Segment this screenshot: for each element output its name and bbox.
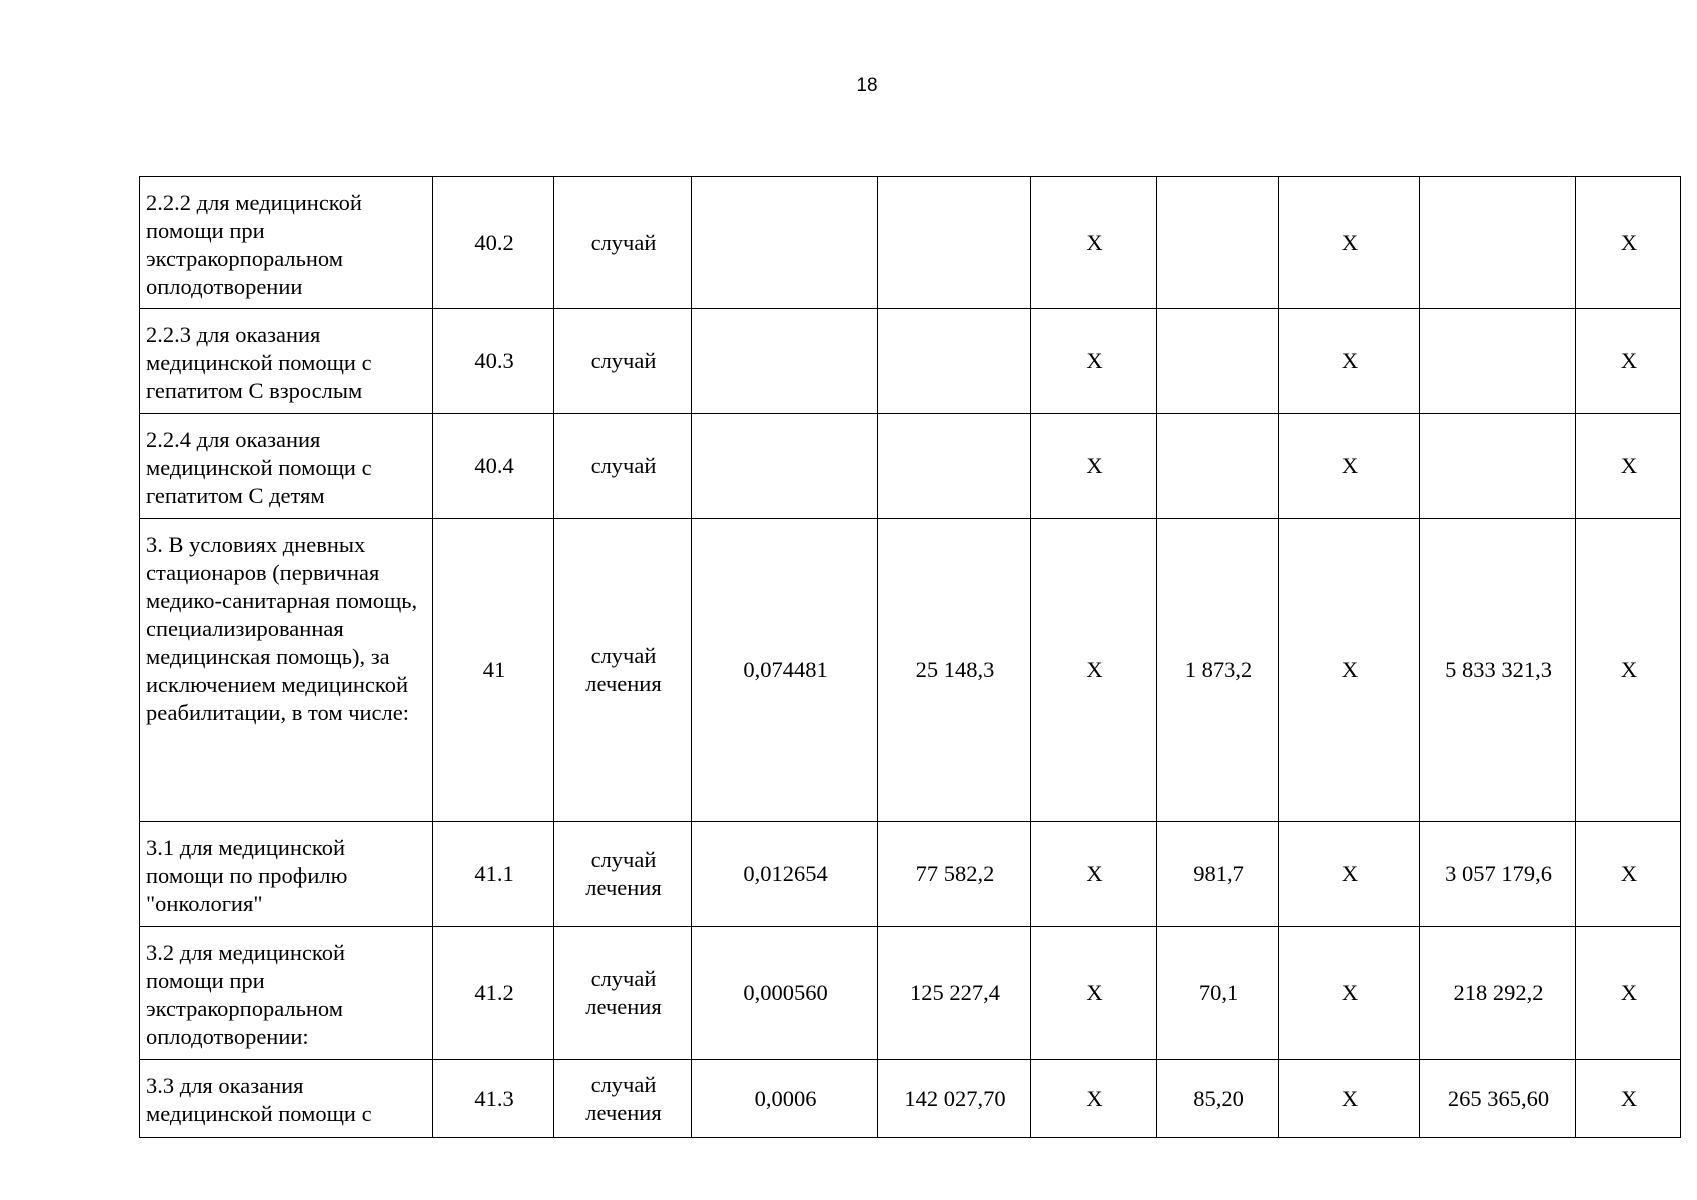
- value-cell: X: [1279, 414, 1420, 519]
- value-cell: X: [1031, 309, 1157, 414]
- line-number-cell: 41: [433, 519, 554, 822]
- table-row: [140, 309, 1681, 414]
- page-number: 18: [856, 75, 878, 96]
- value-cell: 981,7: [1157, 822, 1279, 927]
- value-cell: 85,20: [1157, 1060, 1279, 1138]
- line-number-cell: 40.3: [433, 309, 554, 414]
- value-cell: X: [1031, 1060, 1157, 1138]
- value-cell: [1157, 177, 1279, 309]
- value-cell: 125 227,4: [878, 927, 1031, 1060]
- value-cell: [878, 414, 1031, 519]
- value-cell: X: [1031, 927, 1157, 1060]
- table-row: [140, 1060, 1681, 1138]
- value-cell: [1420, 309, 1576, 414]
- value-cell: 0,0006: [692, 1060, 878, 1138]
- unit-cell: случай: [554, 309, 692, 414]
- data-table: [139, 176, 1681, 1138]
- line-number-cell: 41.3: [433, 1060, 554, 1138]
- value-cell: X: [1576, 177, 1681, 309]
- value-cell: X: [1576, 927, 1681, 1060]
- value-cell: 218 292,2: [1420, 927, 1576, 1060]
- value-cell: 3 057 179,6: [1420, 822, 1576, 927]
- value-cell: [692, 414, 878, 519]
- value-cell: 1 873,2: [1157, 519, 1279, 822]
- table-row: [140, 177, 1681, 309]
- table-row: [140, 414, 1681, 519]
- row-name-cell: 3.3 для оказания медицинской помощи с: [140, 1060, 433, 1138]
- value-cell: X: [1279, 177, 1420, 309]
- value-cell: [1157, 414, 1279, 519]
- unit-cell: случай: [554, 177, 692, 309]
- value-cell: [692, 177, 878, 309]
- unit-cell: случай лечения: [554, 927, 692, 1060]
- row-name-cell: 3. В условиях дневных стационаров (первичная медико-санитарная помощь, специализированная медицинская помощь), за исключением медицинской реабилитации, в том числе:: [140, 519, 433, 822]
- value-cell: X: [1576, 309, 1681, 414]
- value-cell: 77 582,2: [878, 822, 1031, 927]
- line-number-cell: 41.1: [433, 822, 554, 927]
- value-cell: 5 833 321,3: [1420, 519, 1576, 822]
- value-cell: X: [1031, 519, 1157, 822]
- value-cell: X: [1031, 822, 1157, 927]
- line-number-cell: 40.2: [433, 177, 554, 309]
- unit-cell: случай: [554, 414, 692, 519]
- value-cell: [878, 177, 1031, 309]
- unit-cell: случай лечения: [554, 519, 692, 822]
- value-cell: [692, 309, 878, 414]
- unit-cell: случай лечения: [554, 822, 692, 927]
- value-cell: 25 148,3: [878, 519, 1031, 822]
- value-cell: 0,000560: [692, 927, 878, 1060]
- table-row: [140, 822, 1681, 927]
- row-name-cell: 3.2 для медицинской помощи при экстракорпоральном оплодотворении:: [140, 927, 433, 1060]
- value-cell: [1420, 414, 1576, 519]
- value-cell: X: [1576, 822, 1681, 927]
- value-cell: 265 365,60: [1420, 1060, 1576, 1138]
- value-cell: X: [1279, 927, 1420, 1060]
- table-row: [140, 519, 1681, 822]
- row-name-cell: 2.2.3 для оказания медицинской помощи с гепатитом С взрослым: [140, 309, 433, 414]
- value-cell: 0,012654: [692, 822, 878, 927]
- value-cell: X: [1031, 414, 1157, 519]
- value-cell: X: [1576, 1060, 1681, 1138]
- unit-cell: случай лечения: [554, 1060, 692, 1138]
- value-cell: [1157, 309, 1279, 414]
- value-cell: X: [1576, 414, 1681, 519]
- value-cell: [1420, 177, 1576, 309]
- row-name-cell: 2.2.2 для медицинской помощи при экстракорпоральном оплодотворении: [140, 177, 433, 309]
- row-name-cell: 2.2.4 для оказания медицинской помощи с гепатитом С детям: [140, 414, 433, 519]
- value-cell: [878, 309, 1031, 414]
- value-cell: X: [1031, 177, 1157, 309]
- line-number-cell: 41.2: [433, 927, 554, 1060]
- value-cell: X: [1576, 519, 1681, 822]
- value-cell: X: [1279, 1060, 1420, 1138]
- value-cell: 142 027,70: [878, 1060, 1031, 1138]
- value-cell: X: [1279, 822, 1420, 927]
- table-row: [140, 927, 1681, 1060]
- value-cell: X: [1279, 519, 1420, 822]
- line-number-cell: 40.4: [433, 414, 554, 519]
- value-cell: 70,1: [1157, 927, 1279, 1060]
- value-cell: X: [1279, 309, 1420, 414]
- value-cell: 0,074481: [692, 519, 878, 822]
- row-name-cell: 3.1 для медицинской помощи по профилю "онкология": [140, 822, 433, 927]
